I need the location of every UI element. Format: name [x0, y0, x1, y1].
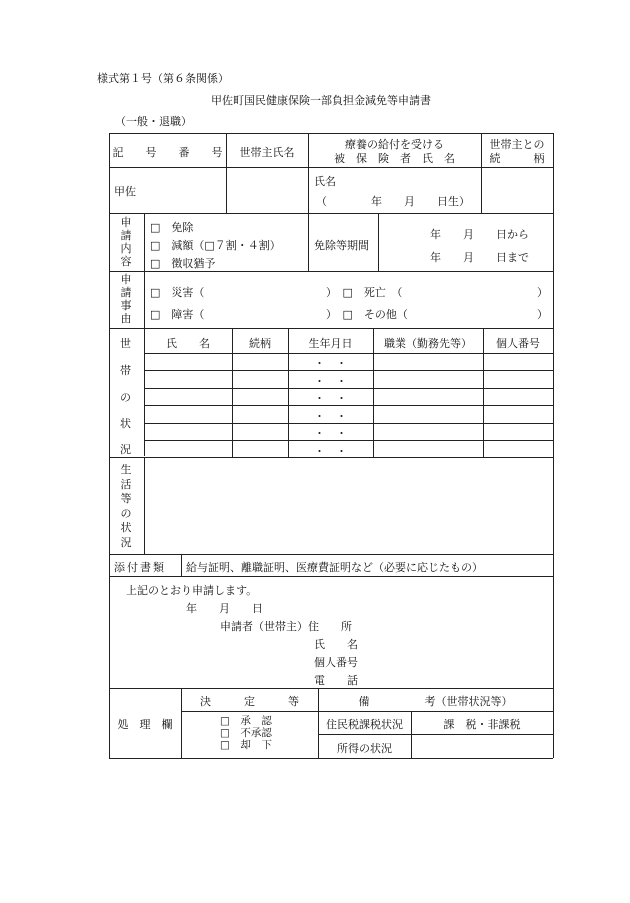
ryouyou-header-2: 被 保 険 者 氏 名 — [334, 152, 455, 165]
period-from: 年 月 日から — [430, 228, 529, 241]
town-name: 甲佐 — [114, 185, 136, 198]
setainushi-header: 世帯主氏名 — [239, 146, 295, 159]
applicant-name: 氏 名 — [314, 638, 358, 651]
period-label: 免除等期間 — [314, 239, 369, 252]
period-to: 年 月 日まで — [430, 251, 529, 264]
shinsei-naiyou-label: 申請内容 — [120, 216, 132, 268]
kettei-options — [220, 715, 272, 751]
col-birthdate: 生年月日 — [308, 337, 353, 350]
applicant-phone: 電 話 — [314, 674, 358, 687]
shotoku-label: 所得の状況 — [337, 742, 392, 755]
option-gengaku: □ 減額（□７割・４割） — [150, 239, 281, 252]
bikou-header: 備 考（世帯状況等） — [358, 695, 513, 708]
form-number: 様式第１号（第６条関係） — [97, 72, 229, 85]
reason-close-2: ） — [537, 308, 548, 321]
form-type: （一般・退職） — [115, 115, 192, 128]
tenpu-label: 添付書類 — [114, 561, 166, 574]
patient-birth-field: （ 年 月 日生） — [316, 195, 470, 208]
option-fushounin: □ 不承認 — [220, 727, 272, 739]
reason-close-1: ） — [537, 286, 548, 299]
applicant-address: 申請者（世帯主）住 所 — [220, 620, 352, 633]
option-yuyo: □ 徴収猶予 — [150, 257, 216, 270]
ryouyou-header-1: 療養の給付を受ける — [345, 138, 444, 151]
reason-shougai: □ 障害（ — [150, 308, 205, 321]
zokugara-header-2: 続 柄 — [489, 152, 545, 165]
juminzei-label: 住民税課税状況 — [326, 718, 403, 731]
shori-label: 処 理 欄 — [117, 718, 173, 731]
option-kyakka: □ 却 下 — [220, 739, 272, 751]
patient-name-label: 氏名 — [314, 175, 336, 188]
declaration-date: 年 月 日 — [186, 602, 263, 615]
reason-saigai: □ 災害（ — [150, 286, 205, 299]
col-mynumber: 個人番号 — [496, 337, 540, 350]
juminzei-value: 課 税・非課税 — [443, 718, 521, 731]
col-zokugara: 続柄 — [249, 337, 271, 350]
option-menjo: □ 免除 — [150, 221, 194, 234]
zokugara-header-1: 世帯主との — [489, 138, 545, 151]
col-shokugyou: 職業（勤務先等） — [384, 337, 472, 350]
reason-shibou: ） □ 死亡 （ — [326, 286, 403, 299]
option-shounin: □ 承 認 — [220, 715, 272, 727]
seikatsu-label: 生活等の状況 — [120, 463, 132, 549]
shinsei-jiyuu-label: 申請事由 — [120, 273, 132, 325]
reason-sonota: ） □ その他（ — [326, 308, 408, 321]
kigou-header: 記 号 番 号 — [112, 146, 223, 159]
form-title: 甲佐町国民健康保険一部負担金減免等申請書 — [211, 94, 431, 107]
applicant-mynumber: 個人番号 — [314, 656, 358, 669]
declaration-text: 上記のとおり申請します。 — [126, 584, 258, 597]
col-shimei: 氏 名 — [166, 337, 210, 350]
kettei-header: 決 定 等 — [200, 695, 299, 708]
tenpu-text: 給与証明、離職証明、医療費証明など（必要に応じたもの） — [186, 561, 483, 574]
